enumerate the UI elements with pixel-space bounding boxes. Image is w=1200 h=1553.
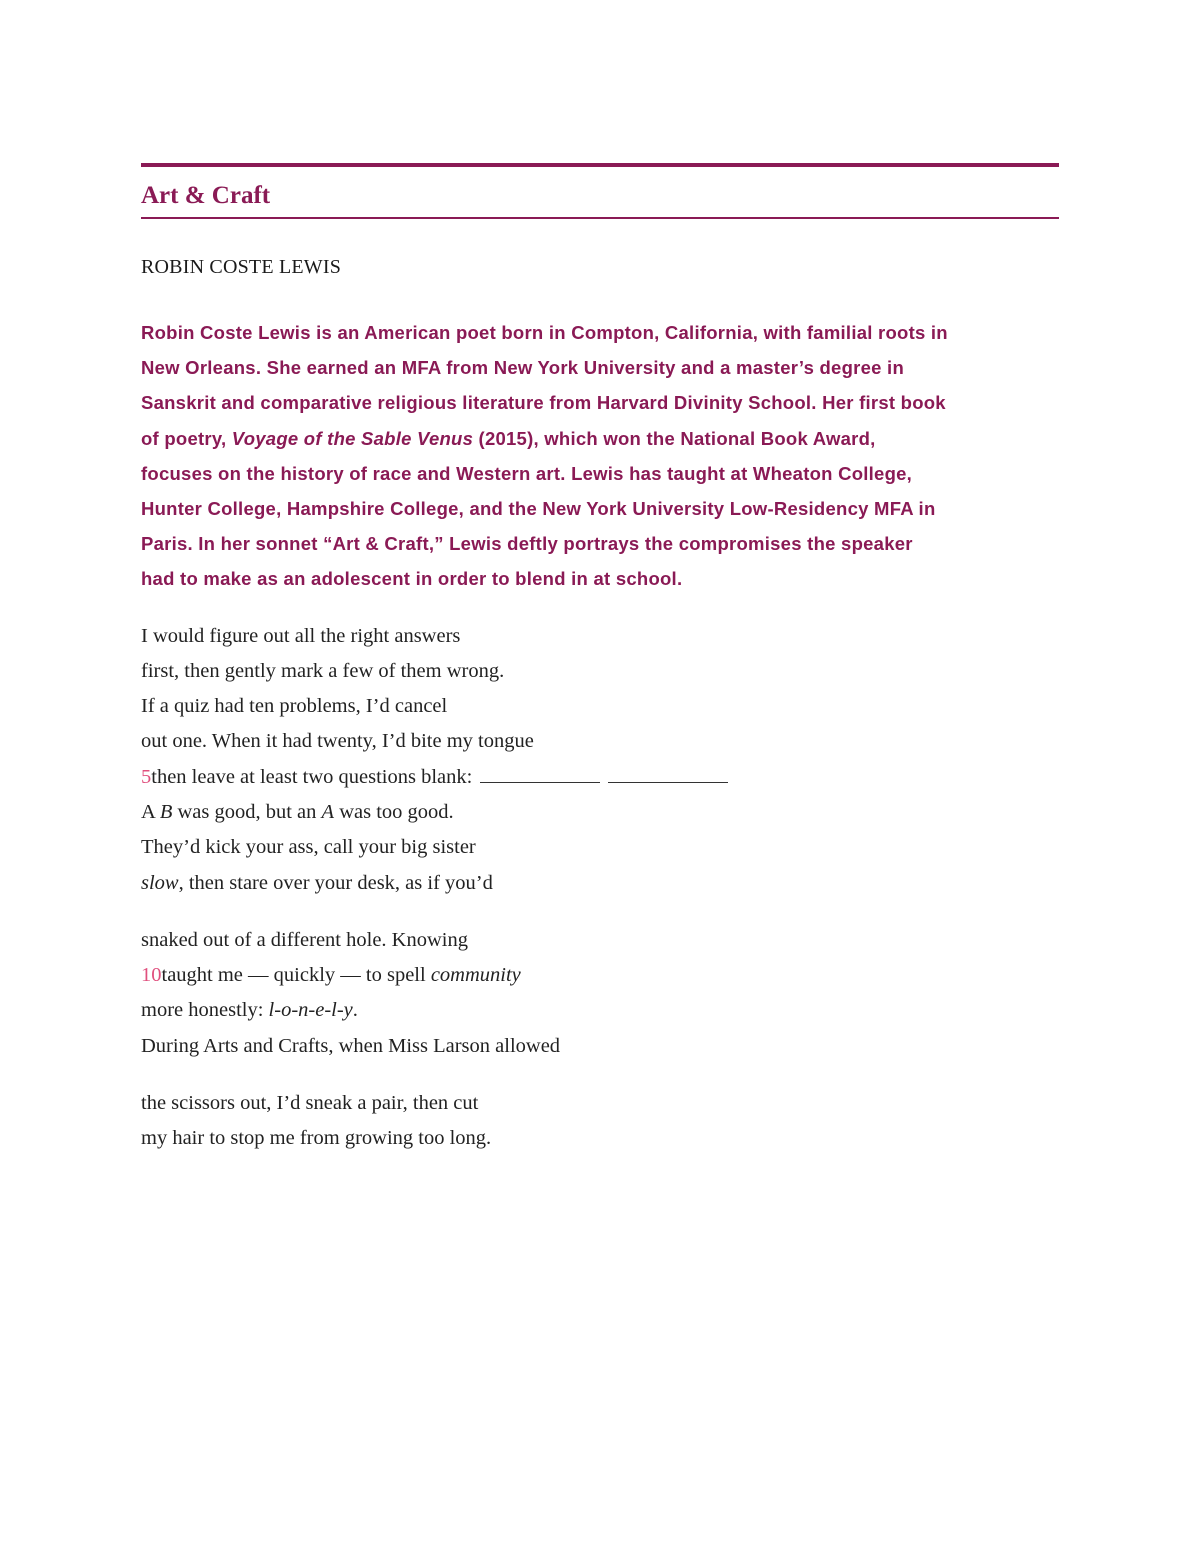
bio-line: Paris. In her sonnet “Art & Craft,” Lewis deftly portrays the compromises the speaker — [141, 533, 913, 555]
bio-line: New Orleans. She earned an MFA from New York University and a master’s degree in — [141, 357, 904, 379]
bio-line: Sanskrit and comparative religious literature from Harvard Divinity School. Her first book — [141, 392, 946, 414]
poem — [141, 619, 1059, 1157]
bio-line: Hunter College, Hampshire College, and the New York University Low-Residency MFA in — [141, 497, 936, 519]
bio-line: had to make as an adolescent in order to blend in at school. — [141, 568, 683, 590]
bio-line — [141, 421, 1059, 456]
poem-line: They’d kick your ass, call your big sister — [141, 836, 476, 859]
poem-line: During Arts and Crafts, when Miss Larson allowed — [141, 1034, 561, 1057]
poem-text: was good, but an — [172, 800, 322, 823]
poem-stanza — [141, 619, 1059, 901]
author-bio — [141, 315, 1059, 597]
page-title: Art & Craft — [141, 182, 271, 209]
poem-text: then leave at least two questions blank: — [151, 765, 473, 788]
answer-blank — [608, 764, 728, 783]
poem-text: . — [352, 999, 358, 1022]
poem-italic: l-o-n-e-l-y — [268, 999, 353, 1022]
poem-line — [141, 760, 1059, 795]
poem-text: , then stare over your desk, as if you’d — [178, 871, 493, 894]
author-name: ROBIN COSTE LEWIS — [141, 256, 342, 278]
bio-line: Robin Coste Lewis is an American poet born in Compton, California, with familial roots in — [141, 322, 948, 343]
poem-text: more honestly: — [141, 999, 269, 1022]
poem-line — [141, 993, 1059, 1028]
poem-stanza — [141, 1086, 1059, 1157]
poem-stanza — [141, 923, 1059, 1064]
poem-line: snaked out of a different hole. Knowing — [141, 928, 468, 951]
line-number: 10 — [141, 964, 162, 987]
bio-line: focuses on the history of race and Western art. Lewis has taught at Wheaton College, — [141, 462, 913, 484]
poem-italic: B — [159, 800, 173, 823]
title-top-rule — [141, 163, 1059, 167]
poem-line: If a quiz had ten problems, I’d cancel — [141, 695, 448, 718]
poem-line — [141, 795, 1059, 830]
poem-line: the scissors out, I’d sneak a pair, then cut — [141, 1092, 479, 1115]
poem-text: was too good. — [334, 800, 454, 823]
poem-italic: A — [321, 800, 335, 823]
poem-line — [141, 958, 1059, 993]
poem-line: first, then gently mark a few of them wrong. — [141, 659, 505, 682]
poem-text: A — [141, 800, 160, 823]
book-title: Voyage of the Sable Venus — [231, 427, 474, 449]
poem-line — [141, 866, 1059, 901]
answer-blank — [480, 764, 600, 783]
poem-line: my hair to stop me from growing too long. — [141, 1127, 492, 1150]
poem-italic: slow — [141, 871, 179, 894]
bio-text: (2015), which won the National Book Award, — [473, 427, 876, 449]
poem-text: taught me — quickly — to spell — [161, 964, 431, 987]
title-bottom-rule — [141, 217, 1059, 219]
document-page — [141, 163, 1059, 1179]
poem-line: out one. When it had twenty, I’d bite my tongue — [141, 730, 534, 753]
poem-italic: community — [430, 964, 521, 987]
bio-text: of poetry, — [141, 427, 232, 449]
poem-line: I would figure out all the right answers — [141, 624, 461, 647]
line-number: 5 — [141, 765, 152, 788]
